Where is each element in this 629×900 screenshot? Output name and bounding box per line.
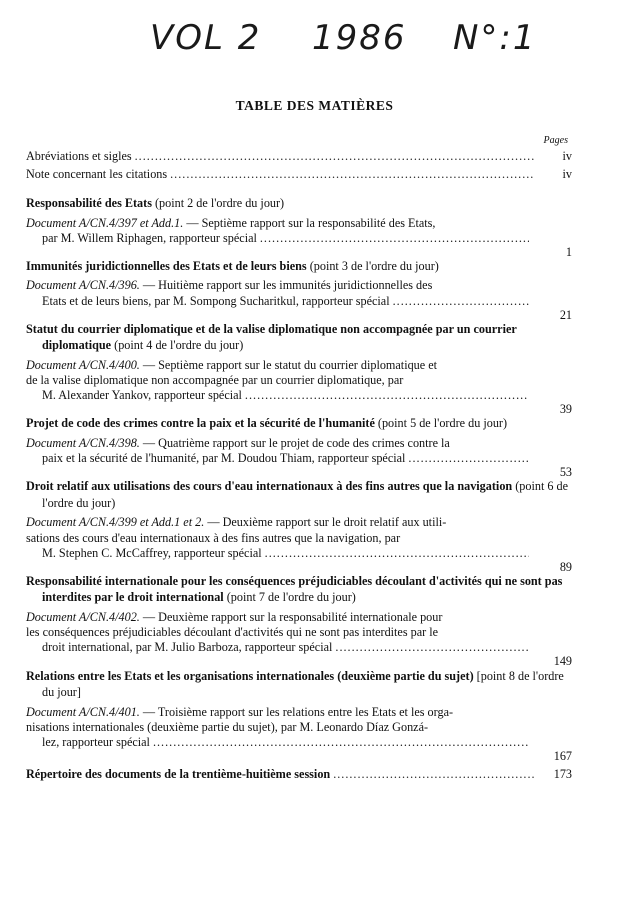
toc-entry-repertoire[interactable] [26,766,572,784]
toc-entry-page: 167 [553,748,572,763]
document-description-line: M. Stephen C. McCaffrey, rapporteur spécial [42,545,262,560]
document-entry[interactable] [26,435,572,480]
toc-section [26,573,572,669]
document-entry[interactable] [26,609,572,669]
leader-dots [335,640,529,655]
document-description-line: les conséquences préjudiciables découlant d'activités qui ne sont pas interdites par le [26,625,439,640]
document-description-line: — Quatrième rapport sur le projet de code des crimes contre la [142,435,450,450]
section-heading-title: Projet de code des crimes contre la paix et la sécurité de l'humanité [26,416,375,431]
section-heading-item: [point 8 de l'ordre du jour] [42,668,564,700]
document-reference: Document A/CN.4/402. [26,609,140,624]
document-last-line [42,451,532,466]
handwritten-number: N°:1 [453,18,537,58]
document-last-line [42,640,532,655]
section-heading[interactable] [26,321,572,354]
toc-entry-page: 89 [559,559,572,574]
document-last-line [42,388,532,403]
document-last-line [42,294,532,309]
section-heading[interactable] [26,415,572,432]
toc-entry-page: 149 [553,654,572,669]
document-description-line: nisations internationales (deuxième partie du sujet), par M. Leonardo Díaz Gonzá- [26,719,429,734]
toc-entry-abbreviations[interactable] [26,148,572,166]
section-heading[interactable] [26,668,572,701]
document-description-line: sations des cours d'eau internationaux à des fins autres que la navigation, par [26,530,401,545]
pages-column-header: Pages [543,135,568,146]
section-heading-item: (point 6 de l'ordre du jour) [42,479,569,510]
section-heading-item: (point 4 de l'ordre du jour) [111,338,244,353]
section-heading-title: Droit relatif aux utilisations des cours d'eau internationaux à des fins autres que la navigation [26,479,513,494]
leader-dots [260,231,529,246]
document-description-line: par M. Willem Riphagen, rapporteur spécial [42,230,257,245]
leader-dots [153,735,529,750]
section-heading[interactable] [26,195,572,212]
toc-content [26,148,572,784]
page-title: TABLE DES MATIÈRES [235,98,394,113]
document-entry[interactable] [26,357,572,417]
document-description-line: — Troisième rapport sur les relations entre les Etats et les orga- [142,704,454,719]
toc-entry-page: iv [562,166,572,181]
handwritten-volume: VOL 2 [150,18,262,58]
section-heading-title: Relations entre les Etats et les organisations internationales (deuxième partie du sujet) [26,668,474,683]
toc-section [26,321,572,417]
document-reference: Document A/CN.4/397 et Add.1. [26,215,184,230]
document-entry[interactable] [26,215,572,259]
document-last-line [42,735,532,750]
leader-dots [170,166,535,184]
document-description-line: — Deuxième rapport sur le droit relatif aux utili- [207,515,447,530]
toc-entry-page: 39 [559,402,572,417]
toc-entry-citations-note[interactable] [26,166,572,184]
toc-section [26,415,572,480]
document-entry[interactable] [26,278,572,322]
document-description-line: de la valise diplomatique non accompagnée par un courrier diplomatique, par [26,373,404,388]
leader-dots [333,766,535,784]
document-description-line: — Septième rapport sur la responsabilité des Etats, [186,215,436,230]
toc-entry-page: 21 [559,307,572,322]
document-description-line: paix et la sécurité de l'humanité, par M. Doudou Thiam, rapporteur spécial [42,451,406,466]
document-reference: Document A/CN.4/399 et Add.1 et 2. [26,515,205,530]
toc-entry-label: Note concernant les citations [26,166,168,181]
repertoire-label: Répertoire des documents de la trentième-huitième session [26,767,331,782]
section-heading-item: (point 5 de l'ordre du jour) [374,416,508,431]
leader-dots [408,451,529,466]
document-reference: Document A/CN.4/398. [26,435,140,450]
section-heading[interactable] [26,573,572,606]
document-description-line: — Huitième rapport sur les immunités juridictionnelles des [142,278,433,293]
section-heading-item: (point 2 de l'ordre du jour) [151,196,285,210]
section-heading-item: (point 7 de l'ordre du jour) [223,590,356,605]
toc-section [26,668,572,763]
section-heading-title: Immunités juridictionnelles des Etats et de leurs biens [26,258,307,273]
toc-entry-label [26,766,330,784]
leader-dots [135,148,535,166]
document-reference: Document A/CN.4/396. [26,278,140,293]
handwritten-year: 1986 [312,18,407,58]
toc-entry-page: 1 [565,244,572,259]
document-reference: Document A/CN.4/400. [26,357,140,372]
document-last-line [42,546,532,561]
toc-section [26,195,572,259]
section-heading-title: Responsabilité des Etats [26,196,152,210]
document-description-line: droit international, par M. Julio Barboza, rapporteur spécial [42,640,333,655]
section-heading-item: (point 3 de l'ordre du jour) [306,258,439,273]
toc-entry-label: Abréviations et sigles [26,149,132,163]
document-last-line [42,231,532,246]
document-description-line: Etats et de leurs biens, par M. Sompong Sucharitkul, rapporteur spécial [42,293,390,308]
toc-entry-page: iv [562,149,572,163]
document-description-line: lez, rapporteur spécial [42,734,150,749]
toc-entry-page: 53 [559,465,572,480]
leader-dots [245,388,529,403]
document-entry[interactable] [26,704,572,763]
document-entry[interactable] [26,515,572,574]
section-heading[interactable] [26,258,572,275]
leader-dots [265,546,529,561]
leader-dots [393,294,529,309]
section-heading-title: Statut du courrier diplomatique et de la valise diplomatique non accompagnée par un courrier diplomatique [26,321,517,353]
handwritten-annotation [0,10,629,70]
section-heading[interactable] [26,478,572,511]
document-reference: Document A/CN.4/401. [26,704,140,719]
document-description-line: — Septième rapport sur le statut du courrier diplomatique et [142,357,438,372]
document-description-line: — Deuxième rapport sur la responsabilité internationale pour [142,609,443,624]
toc-section [26,478,572,574]
section-heading-title: Responsabilité internationale pour les conséquences préjudiciables découlant d'activités qui ne sont pas interdites par le droit international [26,573,563,605]
toc-section [26,258,572,322]
document-description-line: M. Alexander Yankov, rapporteur spécial [42,388,242,403]
toc-entry-page: 173 [553,767,572,782]
